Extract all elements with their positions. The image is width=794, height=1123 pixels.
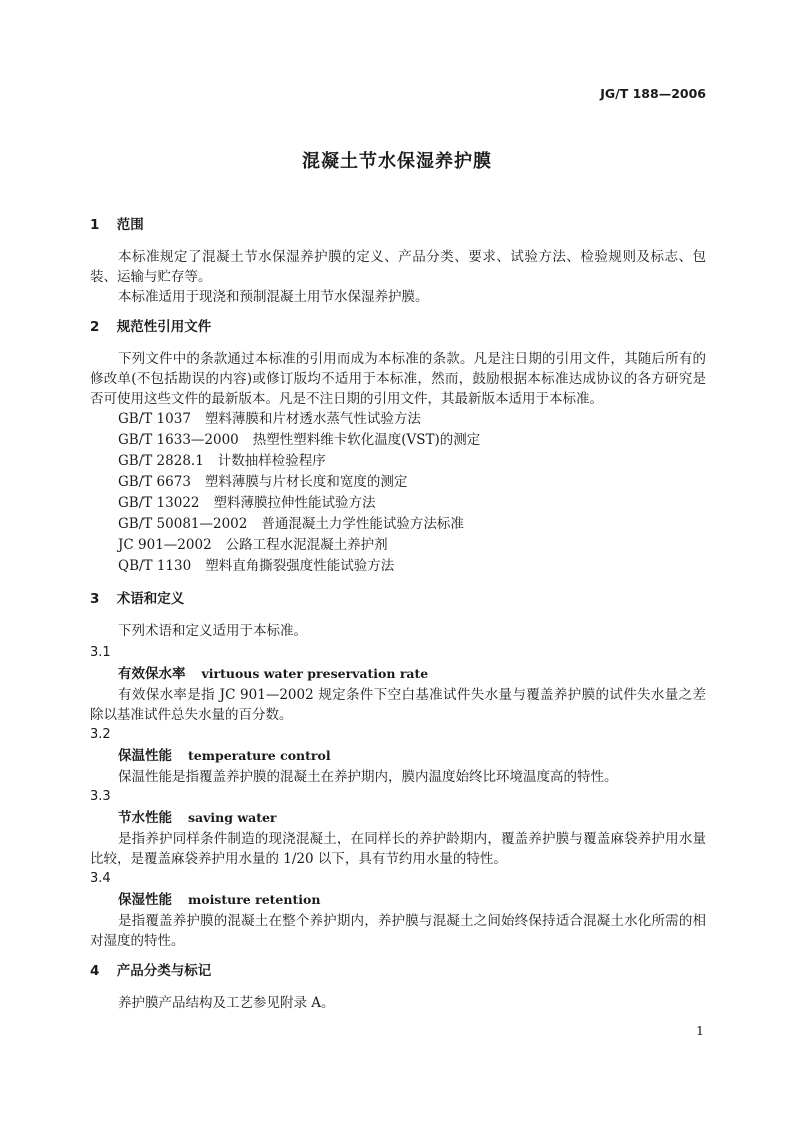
reference-item: [90, 472, 706, 493]
reference-code: GB/T 2828.1: [118, 453, 204, 469]
reference-title: 计数抽样检验程序: [217, 453, 326, 469]
standard-code: JG/T 188—2006: [600, 86, 706, 101]
section-number: 3: [90, 591, 100, 607]
section-number: 2: [90, 319, 100, 335]
reference-title: 塑料薄膜和片材透水蒸气性试验方法: [204, 411, 421, 427]
section-number: 4: [90, 963, 100, 979]
reference-code: GB/T 50081—2002: [118, 516, 248, 532]
reference-code: GB/T 1633—2000: [118, 432, 239, 448]
page-number: 1: [696, 1023, 704, 1038]
reference-code: GB/T 13022: [118, 495, 200, 511]
paragraph: 本标准规定了混凝土节水保湿养护膜的定义、产品分类、要求、试验方法、检验规则及标志、包装、运输与贮存等。: [90, 249, 706, 285]
paragraph: 养护膜产品结构及工艺参见附录 A。: [118, 995, 335, 1011]
section-number: 1: [90, 217, 100, 233]
section-title: 产品分类与标记: [116, 963, 212, 979]
section-title: 范围: [116, 217, 144, 233]
clause-number: 3.2: [90, 727, 111, 742]
term-heading: [90, 746, 706, 767]
term-en: virtuous water preservation rate: [201, 666, 429, 681]
term-zh: 节水性能: [118, 810, 172, 826]
section-title: 规范性引用文件: [116, 319, 212, 335]
clause-number: 3.3: [90, 789, 111, 804]
term-definition: 有效保水率是指 JC 901—2002 规定条件下空白基准试件失水量与覆盖养护膜的试件失水量之差除以基准试件总失水量的百分数。: [90, 687, 706, 723]
reference-title: 塑料薄膜拉伸性能试验方法: [213, 495, 376, 511]
term-en: moisture retention: [188, 892, 321, 907]
clause-number: 3.4: [90, 871, 111, 886]
term-definition: 是指养护同样条件制造的现浇混凝土，在同样长的养护龄期内，覆盖养护膜与覆盖麻袋养护用水量比较，是覆盖麻袋养护用水量的 1/20 以下，具有节约用水量的特性。: [90, 831, 706, 867]
term-heading: [90, 808, 706, 829]
reference-item: [90, 556, 706, 577]
reference-list: [90, 409, 706, 577]
reference-item: [90, 430, 706, 451]
section-heading-2: [90, 317, 706, 337]
term-definition: 保温性能是指覆盖养护膜的混凝土在养护期内，膜内温度始终比环境温度高的特性。: [118, 769, 618, 785]
reference-title: 普通混凝土力学性能试验方法标准: [261, 516, 464, 532]
reference-item: [90, 535, 706, 556]
reference-code: GB/T 1037: [118, 411, 191, 427]
reference-item: [90, 409, 706, 430]
reference-title: 公路工程水泥混凝土养护剂: [225, 537, 388, 553]
term-zh: 保湿性能: [118, 892, 172, 908]
document-body: [90, 215, 706, 1013]
paragraph: 本标准适用于现浇和预制混凝土用节水保湿养护膜。: [118, 289, 429, 305]
reference-code: JC 901—2002: [118, 537, 212, 553]
reference-code: GB/T 6673: [118, 474, 191, 490]
term-heading: [90, 890, 706, 911]
reference-item: [90, 493, 706, 514]
section-heading-3: [90, 589, 706, 609]
section-title: 术语和定义: [116, 591, 185, 607]
paragraph: 下列文件中的条款通过本标准的引用而成为本标准的条款。凡是注日期的引用文件，其随后所有的修改单(不包括勘误的内容)或修订版均不适用于本标准，然而，鼓励根据本标准达成协议的各方研究是否可使用这些文件的最新版本。凡是不注日期的引用文件，其最新版本适用于本标准。: [90, 351, 706, 407]
term-definition: 是指覆盖养护膜的混凝土在整个养护期内，养护膜与混凝土之间始终保持适合混凝土水化所需的相对湿度的特性。: [90, 913, 706, 949]
term-heading: [90, 664, 706, 685]
clause-number: 3.1: [90, 645, 111, 660]
section-heading-1: [90, 215, 706, 235]
term-zh: 有效保水率: [118, 666, 186, 682]
section-heading-4: [90, 961, 706, 981]
term-en: temperature control: [188, 748, 331, 763]
term-en: saving water: [188, 810, 277, 825]
reference-item: [90, 514, 706, 535]
page-title: 混凝土节水保湿养护膜: [302, 151, 492, 172]
reference-item: [90, 451, 706, 472]
reference-code: QB/T 1130: [118, 558, 192, 574]
term-zh: 保温性能: [118, 748, 172, 764]
reference-title: 热塑性塑料维卡软化温度(VST)的测定: [252, 432, 481, 448]
paragraph: 下列术语和定义适用于本标准。: [118, 623, 307, 639]
reference-title: 塑料直角撕裂强度性能试验方法: [205, 558, 395, 574]
reference-title: 塑料薄膜与片材长度和宽度的测定: [204, 474, 408, 490]
